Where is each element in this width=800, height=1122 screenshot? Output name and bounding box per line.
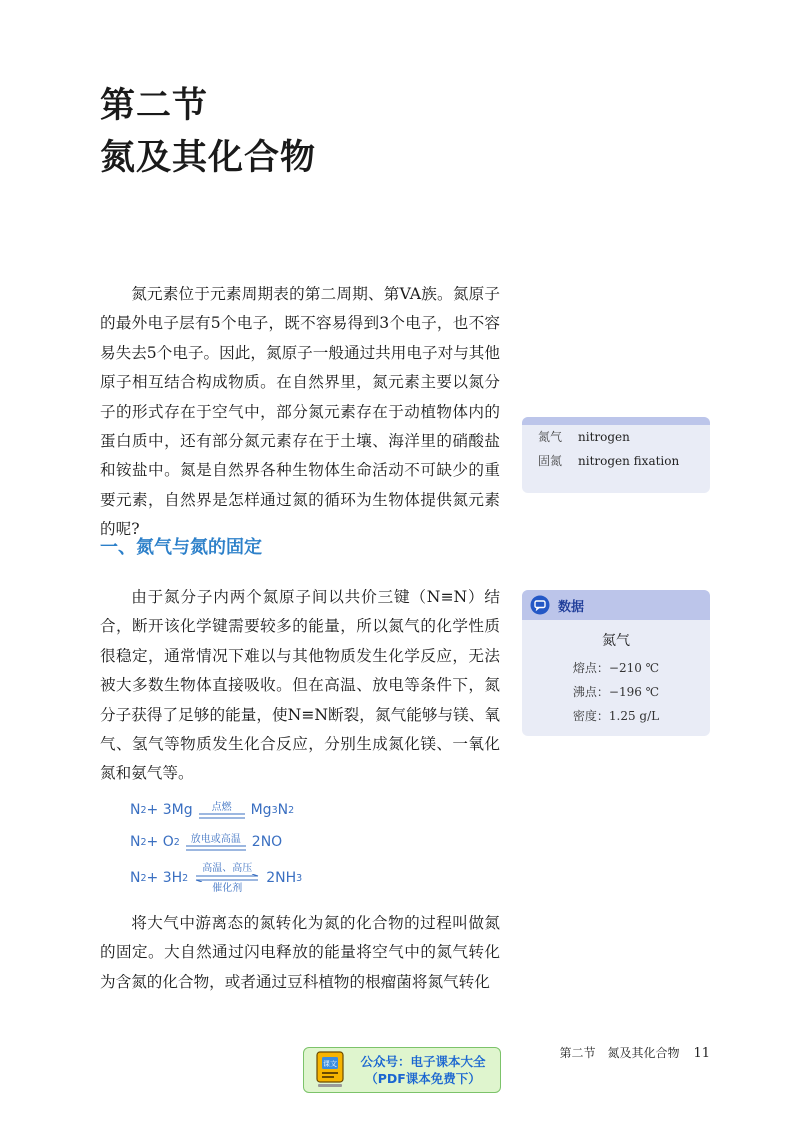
banner-line-2: （PDF课本免费下） (365, 1071, 481, 1086)
data-card-label: 数据 (558, 599, 585, 615)
eq2-o-sub: 2 (173, 836, 180, 848)
eq3-n: N (130, 870, 141, 886)
eq2-condition: 放电或高温 (190, 833, 241, 845)
eq3-n-sub: 2 (140, 872, 147, 884)
eq3-condition-arrow (194, 863, 260, 894)
equation-mg (130, 794, 430, 826)
eq3-product-sub: 3 (296, 872, 303, 884)
eq3-condition-bottom: 催化剂 (212, 882, 243, 894)
eq2-n: N (130, 834, 141, 850)
data-card (522, 590, 710, 736)
logo-text: 课文 (323, 1060, 337, 1068)
eq1-condition: 点燃 (211, 801, 232, 813)
vocab-zh: 固氮 (538, 454, 563, 468)
equations-block (130, 794, 430, 898)
density: 密度：1.25 g/L (572, 709, 660, 723)
vocab-item (538, 449, 710, 473)
eq1-n: N (130, 802, 141, 818)
eq3-h-sub: 2 (182, 872, 189, 884)
page-number: 11 (693, 1046, 710, 1061)
eq3-h: + 3H (146, 870, 183, 886)
eq2-condition-arrow (186, 834, 246, 851)
banner-line-1: 公众号：电子课本大全 (360, 1054, 486, 1069)
double-line-icon (199, 813, 245, 819)
title-line-2: 氮及其化合物 (100, 137, 317, 178)
eq1-mg-product: Mg (250, 802, 272, 818)
nitrogen-fixation-paragraph: 将大气中游离态的氮转化为氮的化合物的过程叫做氮的固定。大自然通过闪电释放的能量将空气中的氮气转化为含氮的化合物，或者通过豆科植物的根瘤菌将氮气转化 (100, 914, 500, 991)
book-logo-icon (314, 1050, 346, 1090)
eq3-condition-top: 高温、高压 (202, 862, 253, 874)
eq1-condition-arrow (199, 802, 245, 819)
reversible-arrow-icon (194, 874, 260, 882)
page-footer (559, 1044, 710, 1061)
eq2-n-sub: 2 (140, 836, 147, 848)
footer-section: 第二节 氮及其化合物 (559, 1046, 680, 1060)
banner-text (346, 1053, 500, 1087)
data-card-header (522, 590, 710, 620)
data-card-substance: 氮气 (602, 633, 630, 649)
page-title (100, 80, 316, 184)
vocab-en: nitrogen fixation (578, 454, 680, 468)
title-line-1: 第二节 (100, 85, 209, 126)
eq1-n-product-sub: 2 (288, 804, 295, 816)
eq2-o: + O (146, 834, 174, 850)
vocab-card (522, 417, 710, 493)
equation-h2 (130, 858, 430, 898)
vocab-item (538, 425, 710, 449)
vocab-zh: 氮气 (538, 430, 563, 444)
eq2-product: 2NO (251, 834, 283, 850)
equation-o2 (130, 826, 430, 858)
double-line-icon (186, 845, 246, 851)
section-heading: 一、氮气与氮的固定 (100, 537, 262, 558)
chat-bubble-icon (530, 595, 550, 615)
watermark-banner (303, 1047, 501, 1093)
intro-paragraph: 氮元素位于元素周期表的第二周期、第VA族。氮原子的最外电子层有5个电子，既不容易得到3个电子，也不容易失去5个电子。因此，氮原子一般通过共用电子对与其他原子相互结合构成物质。在自然界里，氮元素主要以氮分子的形式存在于空气中，部分氮元素存在于动植物体内的蛋白质中，还有部分氮元素存在于土壤、海洋里的硝酸盐和铵盐中。氮是自然界各种生物体生命活动不可缺少的重要元素，自然界是怎样通过氮的循环为生物体提供氮元素的呢? (100, 285, 500, 539)
vocab-card-bar (522, 417, 710, 425)
eq3-product: 2NH (266, 870, 297, 886)
eq1-n-product: N (277, 802, 289, 818)
eq1-n-sub: 2 (140, 804, 147, 816)
melting-point: 熔点：−210 ℃ (572, 661, 660, 675)
boiling-point: 沸点：−196 ℃ (572, 685, 660, 699)
vocab-en: nitrogen (578, 430, 630, 444)
eq1-mg: + 3Mg (146, 802, 193, 818)
nitrogen-stability-paragraph: 由于氮分子内两个氮原子间以共价三键（N≡N）结合，断开该化学键需要较多的能量，所以氮气的化学性质很稳定，通常情况下难以与其他物质发生化学反应，无法被大多数生物体直接吸收。但在高温、放电等条件下，氮分子获得了足够的能量，使N≡N断裂，氮气能够与镁、氧气、氢气等物质发生化合反应，分别生成氮化镁、一氧化氮和氨气等。 (100, 588, 500, 783)
eq1-mg-sub: 3 (271, 804, 278, 816)
